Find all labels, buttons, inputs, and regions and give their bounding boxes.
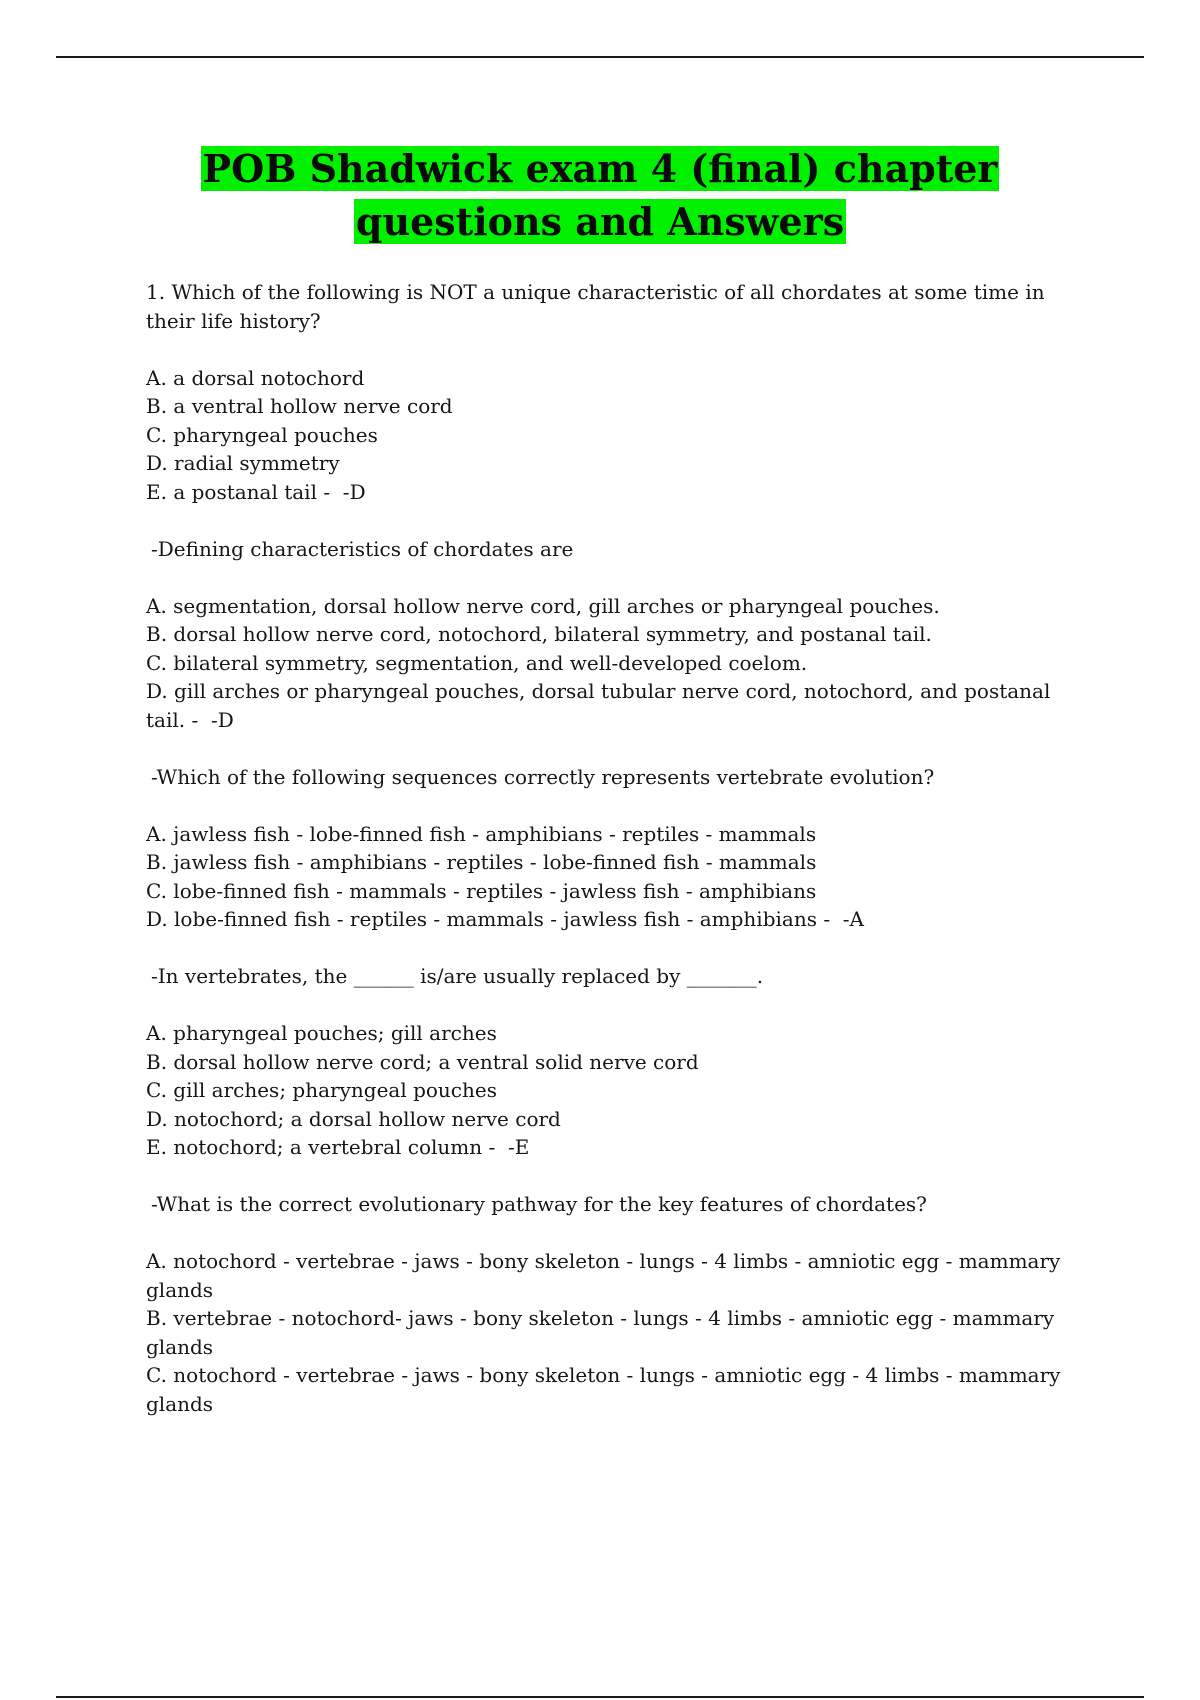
question-5-options [146,1247,1076,1418]
answer-option: D. notochord; a dorsal hollow nerve cord [146,1106,561,1131]
question-3 [146,763,1076,792]
answer-option: D. lobe-finned fish - reptiles - mammals - jawless fish - amphibians - -A [146,907,864,931]
answer-option: C. gill arches; pharyngeal pouches [146,1078,497,1102]
answer-option: B. jawless fish - amphibians - reptiles - lobe-finned fish - mammals [146,850,817,874]
answer-option: C. bilateral symmetry, segmentation, and well-developed coelom. [146,650,808,675]
answer-option: A. segmentation, dorsal hollow nerve cord, gill arches or pharyngeal pouches. [146,593,940,618]
question-3-options [146,820,1076,934]
question-prompt: -Defining characteristics of chordates are [151,536,574,561]
answer-option: C. notochord - vertebrae - jaws - bony skeleton - lungs - amniotic egg - 4 limbs - mammary glands [146,1363,1067,1416]
question-2 [146,535,1076,564]
question-prompt: 1. Which of the following is NOT a unique characteristic of all chordates at some time in their life history? [146,280,1051,333]
document-body [146,278,1076,1447]
answer-option: B. a ventral hollow nerve cord [146,394,453,418]
answer-option: B. dorsal hollow nerve cord; a ventral solid nerve cord [146,1049,699,1074]
answer-option: A. notochord - vertebrae - jaws - bony skeleton - lungs - 4 limbs - amniotic egg - mammary glands [146,1249,1067,1302]
question-4-options [146,1019,1076,1162]
question-1-options [146,364,1076,507]
question-4 [146,962,1076,991]
answer-option: B. dorsal hollow nerve cord, notochord, bilateral symmetry, and postanal tail. [146,622,932,646]
footer-rule [56,1696,1144,1698]
header-rule [56,56,1144,58]
answer-option: E. notochord; a vertebral column - -E [146,1135,530,1159]
answer-option: A. jawless fish - lobe-finned fish - amphibians - reptiles - mammals [146,821,817,846]
answer-option: E. a postanal tail - -D [146,479,366,504]
question-2-options [146,592,1076,735]
question-1 [146,278,1076,335]
question-prompt: -Which of the following sequences correctly represents vertebrate evolution? [151,764,935,789]
answer-option: C. pharyngeal pouches [146,422,378,447]
title-line-1: POB Shadwick exam 4 (final) chapter [202,146,998,191]
answer-option: A. pharyngeal pouches; gill arches [146,1021,497,1045]
question-prompt: -What is the correct evolutionary pathway for the key features of chordates? [151,1192,927,1216]
document-title [100,142,1100,248]
question-5 [146,1190,1076,1219]
answer-option: B. vertebrae - notochord- jaws - bony skeleton - lungs - 4 limbs - amniotic egg - mammary glands [146,1306,1061,1359]
question-prompt: -In vertebrates, the ______ is/are usually replaced by _______. [151,964,764,988]
answer-option: C. lobe-finned fish - mammals - reptiles - jawless fish - amphibians [146,878,817,903]
answer-option: D. radial symmetry [146,451,340,475]
answer-option: A. a dorsal notochord [146,365,365,390]
answer-option: D. gill arches or pharyngeal pouches, dorsal tubular nerve cord, notochord, and postanal tail. - -D [146,679,1057,732]
title-line-2: questions and Answers [355,199,845,244]
